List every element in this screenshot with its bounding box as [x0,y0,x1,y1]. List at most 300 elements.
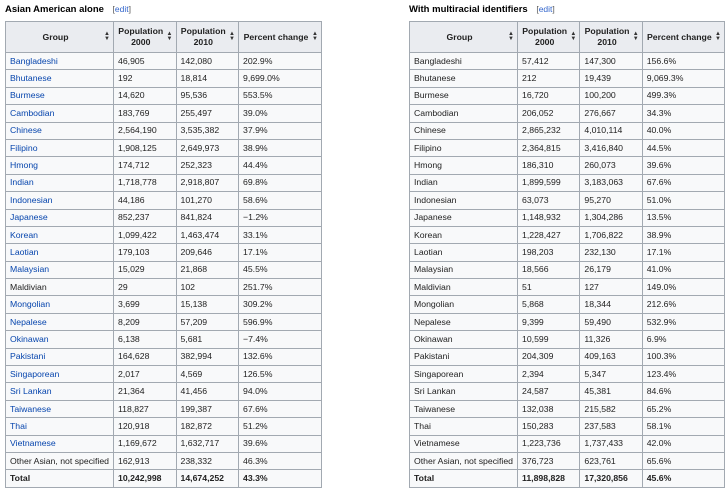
left-edit-link[interactable]: edit [114,4,129,14]
population-cell [518,139,580,156]
group-cell [6,87,114,104]
group-label: Japanese [414,212,452,223]
group-cell [410,192,518,209]
population-cell [176,174,239,191]
cell-value: 6.9% [646,333,667,344]
population-cell [176,331,239,348]
percent-change-cell [642,331,724,348]
cell-value: 95,536 [180,90,208,101]
table-row [6,366,322,383]
group-cell [6,400,114,417]
sort-arrows-icon[interactable]: ▲ ▼ [632,31,639,42]
group-link[interactable]: Okinawan [10,333,49,344]
percent-change-cell [642,122,724,139]
cell-value: 14,620 [118,90,145,101]
population-cell [518,174,580,191]
group-cell [6,452,114,469]
table-row [410,435,725,452]
percent-change-cell [642,226,724,243]
group-label: Korean [414,229,443,240]
group-label: Sri Lankan [414,386,456,397]
population-cell [114,366,177,383]
table-row [410,279,725,296]
cell-value: 1,169,672 [118,438,157,449]
group-link[interactable]: Mongolian [10,299,51,310]
group-label: Maldivian [414,281,451,292]
cell-value: 2,564,190 [118,125,157,136]
percent-change-cell [642,209,724,226]
table-row [6,157,322,174]
percent-change-cell [642,400,724,417]
cell-value: 44,186 [118,194,145,205]
cell-value: 147,300 [584,55,616,66]
group-label: Okinawan [414,333,453,344]
population-cell [518,435,580,452]
group-cell [6,418,114,435]
sort-arrows-icon[interactable]: ▲ ▼ [715,31,721,42]
cell-value: 38.9% [243,142,268,153]
cell-value: 192 [118,73,133,84]
cell-value: 499.3% [646,90,677,101]
table-row [6,331,322,348]
percent-change-cell [642,313,724,330]
cell-value: 1,718,778 [118,177,157,188]
group-cell [6,53,114,70]
population-cell [580,296,642,313]
cell-value: 255,497 [180,107,212,118]
cell-value: 118,827 [118,403,149,414]
right-heading-text: With multiracial identifiers [409,4,528,15]
table-row [6,87,322,104]
column-header[interactable] [114,22,177,53]
cell-value: 67.6% [243,403,268,414]
cell-value: 9,699.0% [243,73,280,84]
cell-value: 19,439 [584,73,611,84]
group-link[interactable]: Singaporean [10,368,60,379]
group-cell [410,366,518,383]
percent-change-cell [239,105,322,122]
cell-value: 16,720 [522,90,549,101]
cell-value: 65.6% [646,455,672,466]
population-cell [176,122,239,139]
group-link[interactable]: Korean [10,229,39,240]
cell-value: 34.3% [646,107,672,118]
population-cell [518,87,580,104]
population-cell [580,226,642,243]
total-row [6,470,322,487]
cell-value: 1,228,427 [522,229,561,240]
column-header-label: Group [42,31,69,42]
cell-value: 2,017 [118,368,140,379]
group-link[interactable]: Indonesian [10,194,53,205]
header-row [6,22,322,53]
cell-value: 17.1% [243,246,268,257]
cell-value: 251.7% [243,281,273,292]
group-label: Hmong [414,160,443,171]
group-link[interactable]: Indian [10,177,34,188]
percent-change-cell [642,192,724,209]
percent-change-cell [642,53,724,70]
cell-value: 51.0% [646,194,672,205]
group-cell [410,122,518,139]
cell-value: 186,310 [522,160,554,171]
population-cell [580,261,642,278]
group-cell [6,279,114,296]
group-cell [410,348,518,365]
table-row [410,53,725,70]
cell-value: 3,535,382 [180,125,220,136]
group-label: Maldivian [10,281,47,292]
percent-change-cell [642,452,724,469]
percent-change-cell [239,157,322,174]
population-cell [518,348,580,365]
table-row [410,226,725,243]
group-cell [410,244,518,261]
table-row [6,122,322,139]
group-link[interactable]: Malaysian [10,264,50,275]
group-link[interactable]: Burmese [10,90,45,101]
population-cell [580,452,642,469]
population-cell [114,331,177,348]
percent-change-cell [239,366,322,383]
right-edit-wrapper: [edit] [536,4,555,14]
population-cell [114,53,177,70]
group-cell [410,400,518,417]
group-cell [410,296,518,313]
population-cell [176,87,239,104]
population-cell [176,105,239,122]
group-cell [6,174,114,191]
population-cell [580,313,642,330]
table-row [410,383,725,400]
group-link[interactable]: Bangladeshi [10,55,58,66]
population-cell [176,244,239,261]
population-cell [580,383,642,400]
cell-value: 532.9% [646,316,677,327]
table-row [410,157,725,174]
group-label: Malaysian [414,264,454,275]
population-cell [518,244,580,261]
sort-arrows-icon[interactable]: ▲ ▼ [570,31,577,42]
cell-value: 204,309 [522,351,554,362]
cell-value: 39.6% [243,438,268,449]
percent-change-cell [642,383,724,400]
table-row [6,435,322,452]
group-cell [6,192,114,209]
cell-value: 238,332 [180,455,212,466]
left-section [5,0,322,484]
group-cell [410,279,518,296]
percent-change-cell [239,53,322,70]
percent-change-cell [642,174,724,191]
cell-value: 26,179 [584,264,611,275]
population-cell [580,244,642,261]
percent-change-cell [239,452,322,469]
group-label: Mongolian [414,299,455,310]
population-cell [176,348,239,365]
cell-value: 183,769 [118,107,150,118]
percent-change-cell [642,418,724,435]
group-cell [6,331,114,348]
column-header[interactable] [642,22,724,53]
table-row [6,348,322,365]
column-header-label: Group [446,31,473,42]
population-cell [176,209,239,226]
cell-value: 67.6% [646,177,672,188]
cell-value: 44.4% [243,160,268,171]
population-cell [114,226,177,243]
cell-value: 42.0% [646,438,672,449]
cell-value: 100.3% [646,351,677,362]
cell-value: 1,099,422 [118,229,157,240]
group-link[interactable]: Hmong [10,160,39,171]
group-cell [6,122,114,139]
group-label: Indian [414,177,438,188]
asian-alone-table [5,21,322,488]
cell-value: 11,326 [584,333,611,344]
group-link[interactable]: Pakistani [10,351,46,362]
cell-value: 102 [180,281,195,292]
percent-change-cell [642,366,724,383]
population-cell [176,53,239,70]
cell-value: 101,270 [180,194,212,205]
percent-change-cell [642,157,724,174]
group-link[interactable]: Filipino [10,142,38,153]
group-label: Other Asian, not specified [10,455,109,466]
group-label: Nepalese [414,316,451,327]
population-cell [114,348,177,365]
population-cell [518,313,580,330]
group-label: Singaporean [414,368,464,379]
group-cell [6,139,114,156]
cell-value: 2,918,807 [180,177,220,188]
group-cell [6,348,114,365]
table-row [410,400,725,417]
group-cell [6,157,114,174]
column-header[interactable] [580,22,642,53]
cell-value: 2,394 [522,368,544,379]
table-row [410,418,725,435]
multiracial-table [409,21,725,488]
cell-value: 553.5% [243,90,273,101]
group-cell [410,105,518,122]
cell-value: 132,038 [522,403,554,414]
population-cell [176,383,239,400]
group-label: Pakistani [414,351,450,362]
table-row [6,261,322,278]
group-cell [410,87,518,104]
population-cell [114,157,177,174]
cell-value: 4,569 [180,368,203,379]
cell-value: 41,456 [180,386,208,397]
table-row [410,244,725,261]
group-link[interactable]: Taiwanese [10,403,52,414]
cell-value: 409,163 [584,351,616,362]
total-row [410,470,725,487]
sort-arrows-icon[interactable]: ▲ ▼ [229,31,235,42]
cell-value: 182,872 [180,420,212,431]
group-cell [6,226,114,243]
sort-arrows-icon[interactable]: ▲ ▼ [166,31,173,42]
cell-value: 9,399 [522,316,544,327]
cell-value: 9,069.3% [646,73,684,84]
header-row [410,22,725,53]
column-header[interactable] [239,22,322,53]
table-row [6,296,322,313]
column-header[interactable] [410,22,518,53]
group-link[interactable]: Sri Lankan [10,386,52,397]
population-cell [580,87,642,104]
cell-value: 1,463,474 [180,229,220,240]
cell-value: 156.6% [646,55,677,66]
cell-value: 18,344 [584,299,611,310]
population-cell [114,400,177,417]
population-cell [518,122,580,139]
population-cell [518,400,580,417]
cell-value: 198,203 [522,246,554,257]
cell-value: 142,080 [180,55,212,66]
cell-value: 126.5% [243,368,273,379]
population-cell [114,452,177,469]
population-cell [580,122,642,139]
cell-value: 1,632,717 [180,438,220,449]
cell-value: 40.0% [646,125,672,136]
table-row [410,348,725,365]
percent-change-cell [642,348,724,365]
population-cell [114,70,177,87]
group-link[interactable]: Bhutanese [10,73,52,84]
group-cell [6,261,114,278]
group-cell [6,244,114,261]
cell-value: 260,073 [584,160,616,171]
group-label: Cambodian [414,107,459,118]
group-link[interactable]: Vietnamese [10,438,56,449]
cell-value: 44.5% [646,142,672,153]
column-header[interactable] [176,22,239,53]
column-header[interactable] [518,22,580,53]
cell-value: 132.6% [243,351,273,362]
group-link[interactable]: Nepalese [10,316,47,327]
table-row [6,192,322,209]
table-header [6,22,322,53]
population-cell [114,192,177,209]
population-cell [580,53,642,70]
population-cell [580,279,642,296]
percent-change-cell [642,296,724,313]
population-cell [114,139,177,156]
column-header-label: Population 2010 [180,26,226,47]
sort-arrows-icon[interactable]: ▲ ▼ [508,31,514,42]
group-cell [6,366,114,383]
population-cell [114,435,177,452]
percent-change-cell [239,400,322,417]
cell-value: 232,130 [584,246,616,257]
right-section [409,0,725,484]
population-cell [518,418,580,435]
population-cell [518,296,580,313]
table-row [6,226,322,243]
percent-change-cell [239,261,322,278]
population-cell [518,105,580,122]
group-link[interactable]: Japanese [10,212,48,223]
table-row [6,70,322,87]
right-edit-link[interactable]: edit [538,4,553,14]
population-cell [176,418,239,435]
group-link[interactable]: Cambodian [10,107,55,118]
cell-value: 18,566 [522,264,549,275]
column-header-label: Population 2000 [118,26,164,47]
percent-change-cell [642,435,724,452]
population-cell [580,366,642,383]
cell-value: 127 [584,281,599,292]
percent-change-cell [239,331,322,348]
population-cell [518,383,580,400]
population-cell [114,209,177,226]
population-cell [176,400,239,417]
table-row [410,366,725,383]
cell-value: 24,587 [522,386,549,397]
total-value: 45.6% [642,470,724,487]
population-cell [176,435,239,452]
population-cell [114,279,177,296]
column-header[interactable] [6,22,114,53]
table-row [6,244,322,261]
sort-arrows-icon[interactable]: ▲ ▼ [104,31,110,42]
percent-change-cell [239,383,322,400]
sort-arrows-icon[interactable]: ▲ ▼ [312,31,318,42]
population-cell [114,122,177,139]
group-link[interactable]: Thai [10,420,27,431]
cell-value: 309.2% [243,299,273,310]
population-cell [114,313,177,330]
cell-value: 13.5% [646,212,672,223]
cell-value: 57,412 [522,55,549,66]
group-link[interactable]: Chinese [10,125,42,136]
cell-value: 1,148,932 [522,212,561,223]
population-cell [580,400,642,417]
table-row [410,209,725,226]
group-link[interactable]: Laotian [10,246,39,257]
group-cell [6,105,114,122]
population-cell [518,261,580,278]
cell-value: 95,270 [584,194,611,205]
percent-change-cell [239,87,322,104]
column-header-label: Percent change [647,31,712,42]
population-cell [580,139,642,156]
table-row [410,139,725,156]
percent-change-cell [239,139,322,156]
cell-value: 58.6% [243,194,268,205]
table-row [410,313,725,330]
table-body [6,53,322,488]
cell-value: 164,628 [118,351,150,362]
population-cell [114,244,177,261]
cell-value: 120,918 [118,420,150,431]
group-cell [410,418,518,435]
cell-value: 199,387 [180,403,212,414]
table-row [6,400,322,417]
population-cell [518,226,580,243]
population-cell [176,157,239,174]
population-cell [114,87,177,104]
cell-value: 149.0% [646,281,677,292]
cell-value: 596.9% [243,316,273,327]
cell-value: 209,646 [180,246,212,257]
percent-change-cell [239,174,322,191]
cell-value: 150,283 [522,420,554,431]
table-row [6,53,322,70]
group-label: Chinese [414,125,446,136]
